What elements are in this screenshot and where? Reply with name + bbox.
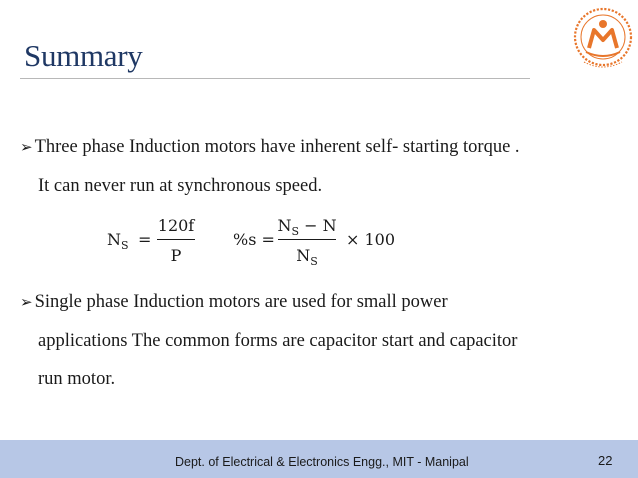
- manipal-logo-icon: [572, 6, 634, 74]
- slip-lhs: %s =: [233, 230, 275, 249]
- bullet-1-line-1: [20, 137, 520, 158]
- page-number: 22: [598, 453, 613, 468]
- bullet-arrow-icon: ➢: [20, 293, 33, 311]
- ns-numerator: 120f: [157, 216, 195, 235]
- slip-numerator: $N_S - N$: [277, 216, 337, 239]
- ns-equals: =: [138, 230, 152, 249]
- slip-denominator: $N_S$: [296, 246, 318, 269]
- bullet-arrow-icon: ➢: [20, 138, 33, 156]
- slide-title: Summary: [24, 38, 143, 73]
- bullet-2-text-1: Single phase Induction motors are used for small power: [34, 292, 448, 312]
- bullet-2-line-1: [20, 292, 448, 313]
- title-divider: [20, 78, 530, 79]
- ns-lhs: $N_S$: [107, 230, 129, 253]
- bullet-1-line-2: It can never run at synchronous speed.: [38, 176, 323, 196]
- footer-department: Dept. of Electrical & Electronics Engg., MIT - Manipal: [175, 455, 469, 469]
- bullet-2-line-2: applications The common forms are capacitor start and capacitor: [38, 331, 518, 351]
- slip-fraction-bar: [278, 239, 336, 240]
- bullet-2-line-3: run motor.: [38, 369, 116, 389]
- slip-multiplier: × 100: [346, 230, 396, 249]
- ns-denominator: P: [170, 246, 182, 265]
- ns-fraction-bar: [157, 239, 195, 240]
- bullet-1-text-1: Three phase Induction motors have inherent self- starting torque .: [34, 137, 520, 157]
